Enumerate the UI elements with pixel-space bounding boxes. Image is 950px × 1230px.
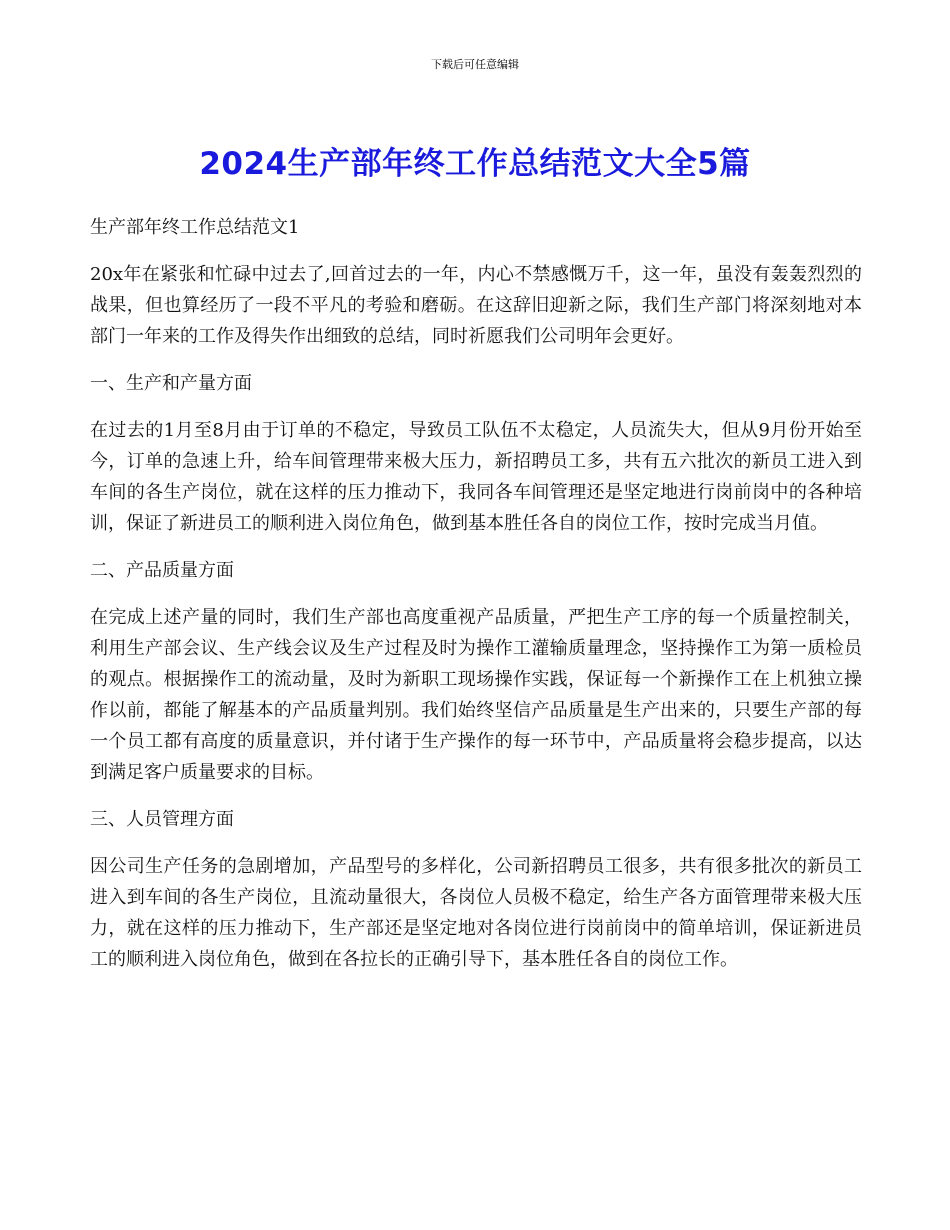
header-note: 下载后可任意编辑 bbox=[431, 58, 519, 71]
paragraph-personnel: 因公司生产任务的急剧增加，产品型号的多样化，公司新招聘员工很多，共有很多批次的新员工进入到车间的各生产岗位，且流动量很大，各岗位人员极不稳定，给生产各方面管理带来极大压力，就在这样的压力推动下，生产部还是坚定地对各岗位进行岗前岗中的简单培训，保证新进员工的顺利进入岗位角色，做到在各拉长的正确引导下，基本胜任各自的岗位工作。 bbox=[90, 856, 862, 970]
document-title: 2024生产部年终工作总结范文大全5篇 bbox=[199, 146, 751, 182]
heading-production: 一、生产和产量方面 bbox=[90, 373, 252, 394]
heading-quality: 二、产品质量方面 bbox=[90, 560, 234, 581]
section-subtitle: 生产部年终工作总结范文1 bbox=[90, 217, 300, 238]
heading-personnel: 三、人员管理方面 bbox=[90, 809, 234, 830]
paragraph-production: 在过去的1月至8月由于订单的不稳定，导致员工队伍不太稳定，人员流失大，但从9月份开始至今，订单的急速上升，给车间管理带来极大压力，新招聘员工多，共有五六批次的新员工进入到车间的各生产岗位，就在这样的压力推动下，我同各车间管理还是坚定地进行岗前岗中的各种培训，保证了新进员工的顺利进入岗位角色，做到基本胜任各自的岗位工作，按时完成当月值。 bbox=[90, 420, 862, 534]
document-body bbox=[90, 212, 862, 991]
paragraph-intro: 20x年在紧张和忙碌中过去了,回首过去的一年，内心不禁感慨万千，这一年，虽没有轰轰烈烈的战果，但也算经历了一段不平凡的考验和磨砺。在这辞旧迎新之际，我们生产部门将深刻地对本部门一年来的工作及得失作出细致的总结，同时祈愿我们公司明年会更好。 bbox=[90, 264, 862, 347]
paragraph-quality: 在完成上述产量的同时，我们生产部也高度重视产品质量，严把生产工序的每一个质量控制关，利用生产部会议、生产线会议及生产过程及时为操作工灌输质量理念，坚持操作工为第一质检员的观点。根据操作工的流动量，及时为新职工现场操作实践，保证每一个新操作工在上机独立操作以前，都能了解基本的产品质量判别。我们始终坚信产品质量是生产出来的，只要生产部的每一个员工都有高度的质量意识，并付诸于生产操作的每一环节中，产品质量将会稳步提高，以达到满足客户质量要求的目标。 bbox=[90, 607, 862, 783]
